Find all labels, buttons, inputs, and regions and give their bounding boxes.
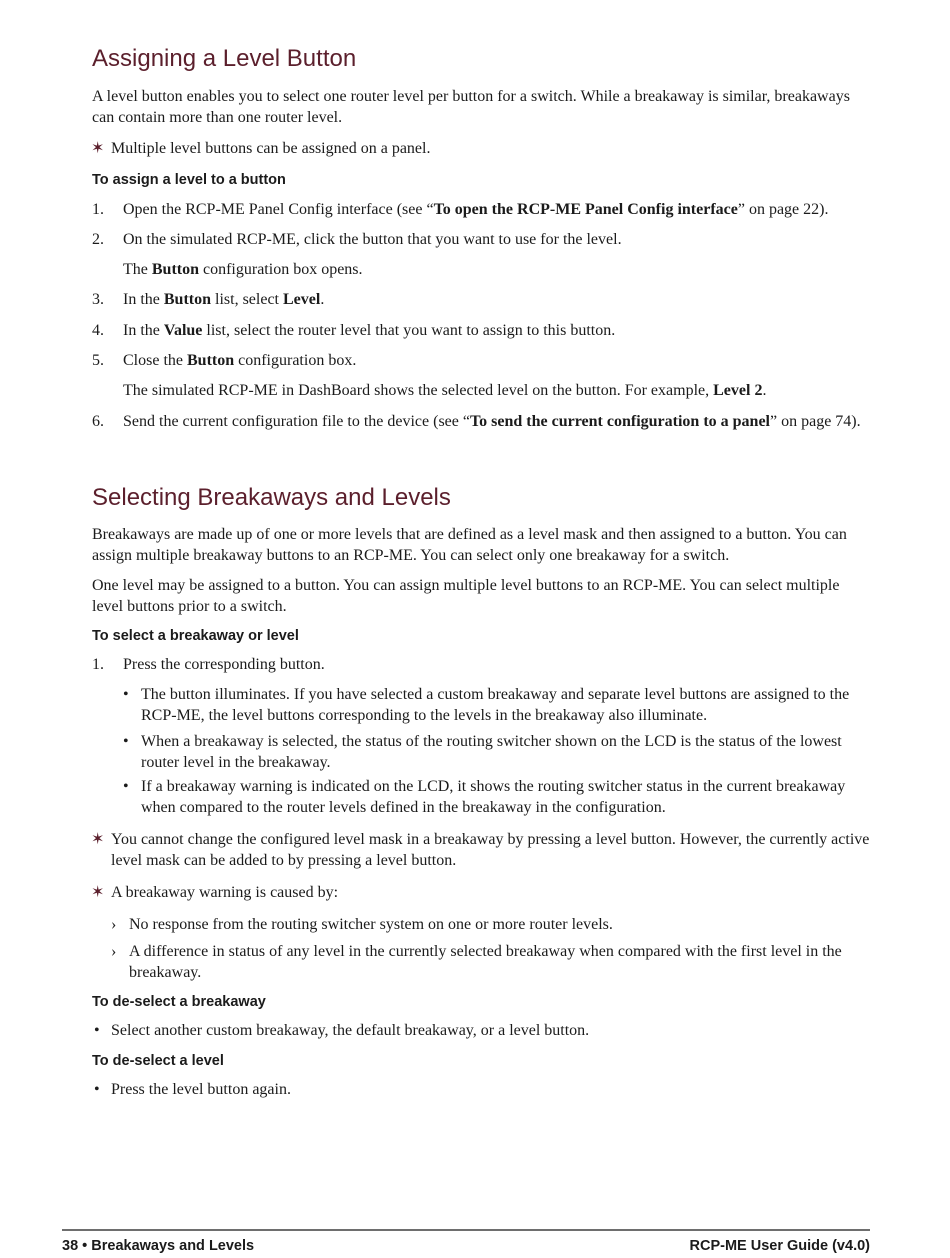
ui-term: Button (187, 352, 235, 369)
bullet-text: If a breakaway warning is indicated on the LCD, it shows the routing switcher status in the current breakaway when compared to the router levels defined in the breakaway in the configuration. (141, 778, 846, 816)
step-text: Close the (123, 352, 187, 369)
procedure-item (92, 1021, 889, 1042)
step-text: list, select (211, 291, 283, 308)
cause-item (92, 915, 907, 936)
step-number: 1. (92, 656, 104, 673)
ui-term: Button (151, 261, 199, 278)
section1-intro: A level button enables you to select one router level per button for a switch. While a breakaway is similar, breakaways can contain more than one router level. (92, 88, 850, 126)
step-text: The (123, 261, 152, 278)
step-text: Open the RCP-ME Panel Config interface (see “ (123, 201, 434, 218)
step-text: . (762, 382, 767, 399)
ui-term: Button (163, 291, 211, 308)
step-2 (92, 230, 901, 251)
footer-rule (62, 1229, 870, 1231)
step-5-result (92, 381, 901, 402)
step-text: Press the corresponding button. (123, 656, 325, 673)
ui-term: Level (282, 291, 321, 308)
step-number: 3. (92, 291, 104, 308)
step-number: 5. (92, 352, 104, 369)
procedure-item (92, 1080, 889, 1101)
section2-paragraph-2: One level may be assigned to a button. You can assign multiple level buttons to an RCP-ME. You can select multiple level buttons prior to a switch. (92, 577, 840, 615)
bullet-icon: • (94, 1081, 100, 1098)
step-1 (92, 200, 901, 221)
bullet-icon: • (123, 686, 129, 703)
step-6 (92, 412, 883, 433)
procedure-text: Select another custom breakaway, the default breakaway, or a level button. (111, 1022, 590, 1039)
ui-term: Value (163, 322, 203, 339)
bullet-icon: • (123, 733, 129, 750)
step-text: ” on page 74). (769, 413, 861, 430)
step-number: 2. (92, 231, 104, 248)
section-heading-selecting-breakaways: Selecting Breakaways and Levels (92, 484, 451, 511)
step-text: list, select the router level that you want to assign to this button. (202, 322, 616, 339)
note-multiple-level-buttons (92, 139, 889, 160)
note-level-mask (92, 830, 889, 871)
step-press-button (92, 655, 901, 676)
step-text: On the simulated RCP-ME, click the button that you want to use for the level. (123, 231, 622, 248)
step-text: In the (123, 291, 164, 308)
bullet-item (92, 732, 870, 773)
step-text: In the (123, 322, 164, 339)
cross-reference-link[interactable]: To send the current configuration to a panel (469, 413, 770, 430)
step-3 (92, 290, 901, 311)
cause-text: A difference in status of any level in the currently selected breakaway when compared with the first level in the breakaway. (129, 943, 842, 981)
star-note-icon: ✶ (91, 829, 105, 848)
step-text: The simulated RCP-ME in DashBoard shows the selected level on the button. For example, (123, 382, 714, 399)
footer-guide-title: RCP-ME User Guide (v4.0) (689, 1238, 870, 1254)
section2-paragraph-1: Breakaways are made up of one or more levels that are defined as a level mask and then assigned to a button. You can assign multiple breakaway buttons to an RCP-ME. You can select only one breakaway for a switch. (92, 526, 847, 564)
star-note-icon: ✶ (91, 882, 105, 901)
procedure-title-assign-level: To assign a level to a button (92, 172, 286, 188)
chevron-right-icon: › (111, 943, 117, 960)
procedure-title-select-breakaway: To select a breakaway or level (92, 628, 299, 644)
ui-term: Level 2 (713, 382, 763, 399)
step-number: 1. (92, 201, 104, 218)
footer-page-section: 38 • Breakaways and Levels (62, 1238, 255, 1254)
note-text: You cannot change the configured level mask in a breakaway by pressing a level button. However, the currently active level mask can be added to by pressing a level button. (111, 831, 870, 869)
step-number: 6. (92, 413, 104, 430)
bullet-item (92, 777, 870, 818)
cross-reference-link[interactable]: To open the RCP-ME Panel Config interface (433, 201, 738, 218)
cause-item (92, 942, 907, 983)
step-text: configuration box opens. (199, 261, 363, 278)
step-4 (92, 321, 901, 342)
bullet-text: The button illuminates. If you have selected a custom breakaway and separate level buttons are assigned to the RCP-ME, the level buttons corresponding to the levels in the breakaway also illuminate. (141, 686, 850, 724)
bullet-item (92, 685, 870, 726)
step-text: Send the current configuration file to the device (see “ (123, 413, 470, 430)
procedure-title-deselect-breakaway: To de-select a breakaway (92, 994, 266, 1010)
bullet-icon: • (94, 1022, 100, 1039)
step-text: ” on page 22). (737, 201, 829, 218)
cause-text: No response from the routing switcher system on one or more router levels. (129, 916, 613, 933)
procedure-text: Press the level button again. (111, 1081, 291, 1098)
bullet-text: When a breakaway is selected, the status of the routing switcher shown on the LCD is the status of the lowest router level in the breakaway. (141, 733, 842, 771)
star-note-icon: ✶ (91, 138, 105, 157)
section-heading-assigning-level-button: Assigning a Level Button (92, 45, 357, 72)
note-breakaway-warning (92, 883, 889, 904)
procedure-title-deselect-level: To de-select a level (92, 1053, 224, 1069)
step-2-result (92, 260, 901, 281)
bullet-icon: • (123, 778, 129, 795)
chevron-right-icon: › (111, 916, 117, 933)
step-5 (92, 351, 901, 372)
step-number: 4. (92, 322, 104, 339)
step-text: . (320, 291, 325, 308)
note-text: Multiple level buttons can be assigned on a panel. (111, 140, 431, 157)
note-text: A breakaway warning is caused by: (111, 884, 339, 901)
step-text: configuration box. (234, 352, 357, 369)
